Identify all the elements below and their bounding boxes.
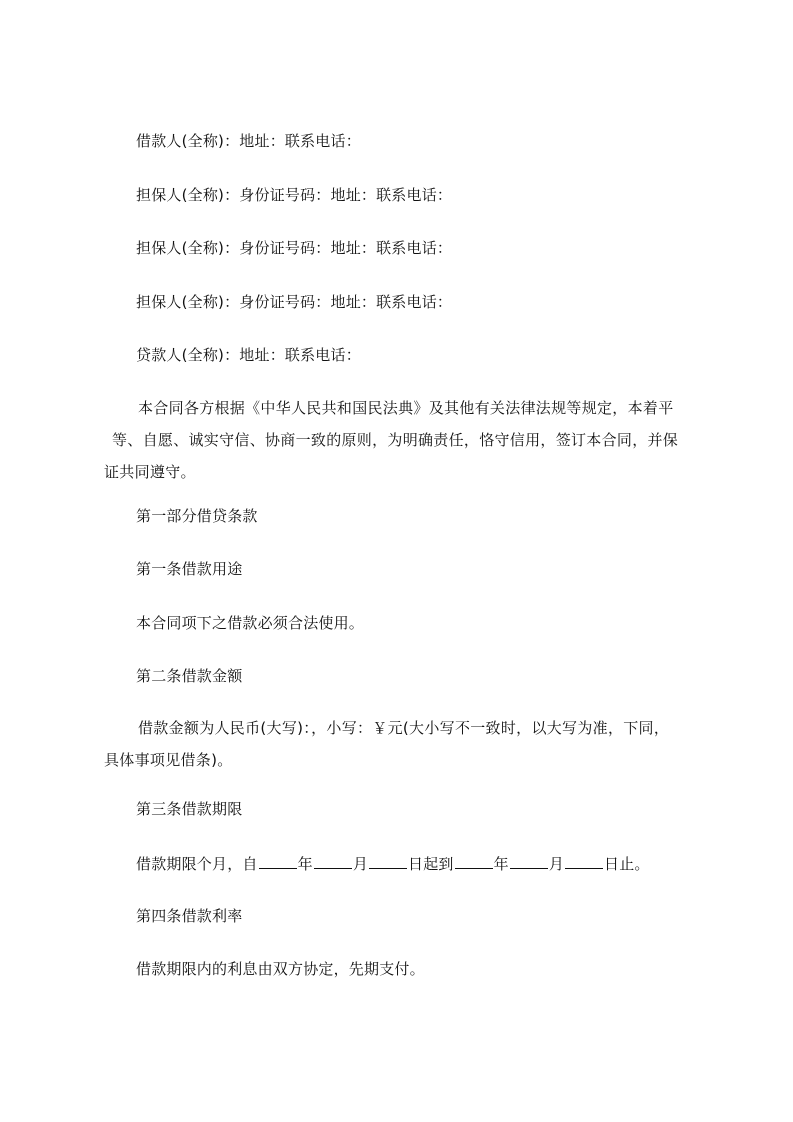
term-end-label: 日止。 (604, 855, 650, 873)
article2-heading: 第二条借款金额 (136, 667, 243, 685)
article2-line-1: 借款金额为人民币(大写)：，小写：￥元(大小写不一致时，以大写为准，下同， (138, 719, 670, 737)
borrower-line: 借款人(全称)：地址：联系电话： (136, 132, 361, 150)
preamble-line-3: 证共同遵守。 (104, 463, 196, 481)
preamble-line-2: 等、自愿、诚实守信、协商一致的原则，为明确责任，恪守信用，签订本合同，并保 (112, 431, 679, 449)
start-day-blank[interactable] (369, 852, 407, 869)
end-year-blank[interactable] (455, 852, 493, 869)
article2-line-2: 具体事项见借条)。 (104, 751, 233, 769)
article3-term-line (136, 852, 650, 874)
term-text-start: 借款期限个月，自 (136, 855, 258, 873)
term-end-year-label: 年 (493, 855, 509, 873)
lender-line: 贷款人(全称)：地址：联系电话： (136, 346, 361, 364)
start-month-blank[interactable] (314, 852, 352, 869)
article4-text: 借款期限内的利息由双方协定，先期支付。 (136, 960, 425, 978)
end-month-blank[interactable] (510, 852, 548, 869)
guarantor-line-3: 担保人(全称)：身份证号码：地址：联系电话： (136, 293, 453, 311)
article1-text: 本合同项下之借款必须合法使用。 (136, 614, 365, 632)
guarantor-line-2: 担保人(全称)：身份证号码：地址：联系电话： (136, 239, 453, 257)
start-year-blank[interactable] (259, 852, 297, 869)
term-end-month-label: 月 (548, 855, 565, 873)
preamble-line-1: 本合同各方根据《中华人民共和国民法典》及其他有关法律法规等规定，本着平 (138, 399, 674, 417)
part1-heading: 第一部分借贷条款 (136, 507, 258, 525)
preamble-paragraph (104, 392, 694, 488)
term-year-label: 年 (297, 855, 313, 873)
term-month-label: 月 (352, 855, 369, 873)
end-day-blank[interactable] (565, 852, 603, 869)
article4-heading: 第四条借款利率 (136, 907, 243, 925)
article1-heading: 第一条借款用途 (136, 560, 243, 578)
article3-heading: 第三条借款期限 (136, 800, 243, 818)
article2-paragraph (104, 712, 694, 776)
guarantor-line-1: 担保人(全称)：身份证号码：地址：联系电话： (136, 186, 453, 204)
term-from-to-label: 日起到 (408, 855, 454, 873)
